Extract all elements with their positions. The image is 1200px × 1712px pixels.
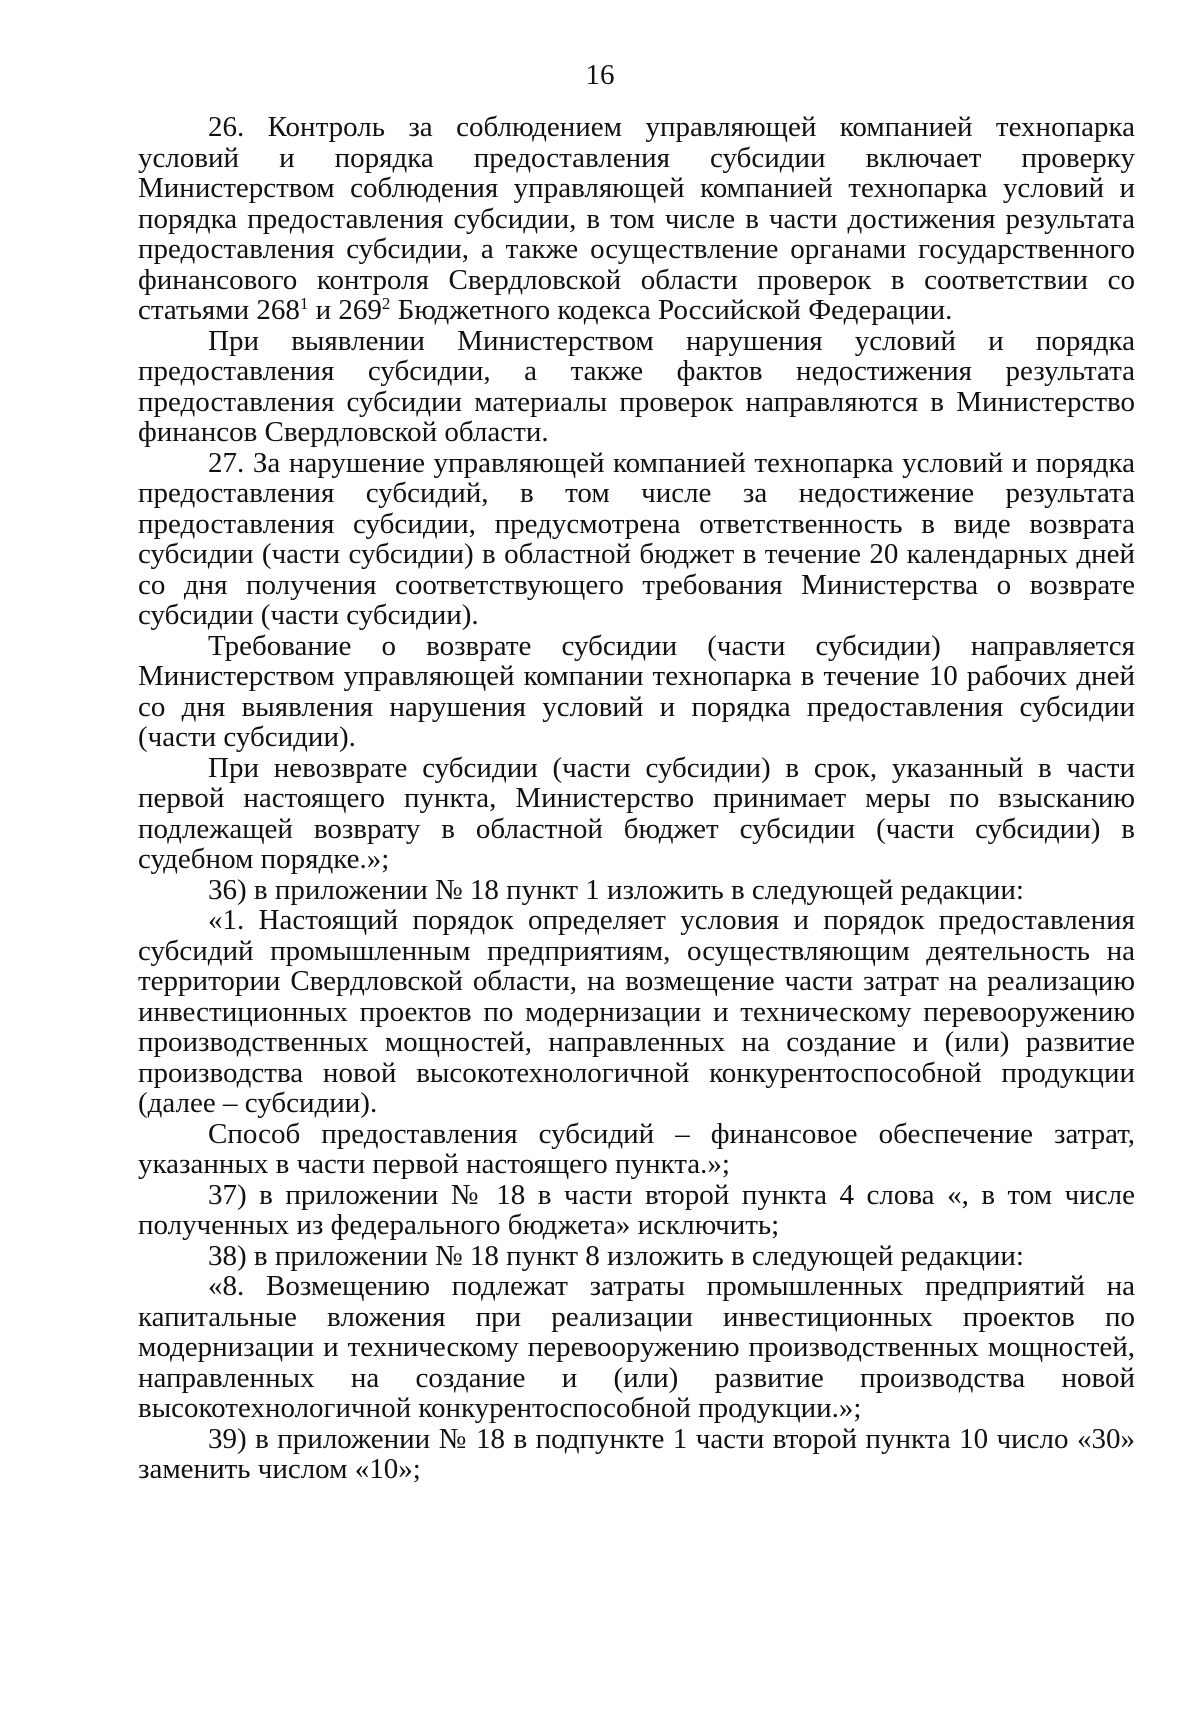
paragraph-27: 27. За нарушение управляющей компанией технопарка условий и порядка предоставления субсидий, в том числе за недостижение результата предоставления субсидии, предусмотрена ответственность в виде возврата субсидии (части субсидии) в областной бюджет в течение 20 календарных дней со дня получения соответствующего требования Министерства о возврате субсидии (части субсидии). <box>138 446 1135 631</box>
document-body <box>138 112 1135 1485</box>
paragraph-38-item-8: «8. Возмещению подлежат затраты промышленных предприятий на капитальные вложения при реализации инвестиционных проектов по модернизации и техническому перевооружению производственных мощностей, направленных на создание и (или) развитие производства новой высокотехнологичной конкурентоспособной продукции.»; <box>138 1270 1135 1424</box>
paragraph-38: 38) в приложении № 18 пункт 8 изложить в следующей редакции: <box>208 1239 1024 1272</box>
paragraph-26-text-middle: и 269 <box>308 294 382 326</box>
paragraph-26-text: 26. Контроль за соблюдением управляющей компанией технопарка условий и порядка предоставления субсидии включает проверку Министерством соблюдения управляющей компанией технопарка условий и порядка предоставления субсидии, в том числе в части достижения результата предоставления субсидии, а также осуществление органами государственного финансового контроля Свердловской области проверок в соответствии со статьями 268 <box>138 111 1135 326</box>
paragraph-27-part-2: Требование о возврате субсидии (части субсидии) направляется Министерством управляющей компании технопарка в течение 10 рабочих дней со дня выявления нарушения условий и порядка предоставления субсидии (части субсидии). <box>138 629 1135 753</box>
superscript-1: 1 <box>299 293 309 313</box>
paragraph-36-item-1: «1. Настоящий порядок определяет условия и порядок предоставления субсидий промышленным предприятиям, осуществляющим деятельность на территории Свердловской области, на возмещение части затрат на реализацию инвестиционных проектов по модернизации и техническому перевооружению производственных мощностей, направленных на создание и (или) развитие производства новой высокотехнологичной конкурентоспособной продукции (далее – субсидии). <box>138 904 1135 1119</box>
paragraph-36-item-2: Способ предоставления субсидий – финансовое обеспечение затрат, указанных в части первой настоящего пункта.»; <box>138 1117 1135 1180</box>
paragraph-36: 36) в приложении № 18 пункт 1 изложить в следующей редакции: <box>208 873 1024 906</box>
paragraph-26 <box>138 112 1135 326</box>
paragraph-26-part-2: При выявлении Министерством нарушения условий и порядка предоставления субсидии, а также фактов недостижения результата предоставления субсидии материалы проверок направляются в Министерство финансов Свердловской области. <box>138 324 1135 448</box>
superscript-2: 2 <box>381 293 391 313</box>
paragraph-26-text-end: Бюджетного кодекса Российской Федерации. <box>390 294 953 326</box>
paragraph-39: 39) в приложении № 18 в подпункте 1 части второй пункта 10 число «30» заменить числом «10»; <box>138 1422 1135 1485</box>
page-number: 16 <box>585 59 615 91</box>
paragraph-27-part-3: При невозврате субсидии (части субсидии) в срок, указанный в части первой настоящего пункта, Министерство принимает меры по взысканию подлежащей возврату в областной бюджет субсидии (части субсидии) в судебном порядке.»; <box>138 751 1135 875</box>
paragraph-37: 37) в приложении № 18 в части второй пункта 4 слова «, в том числе полученных из федерального бюджета» исключить; <box>138 1178 1135 1241</box>
